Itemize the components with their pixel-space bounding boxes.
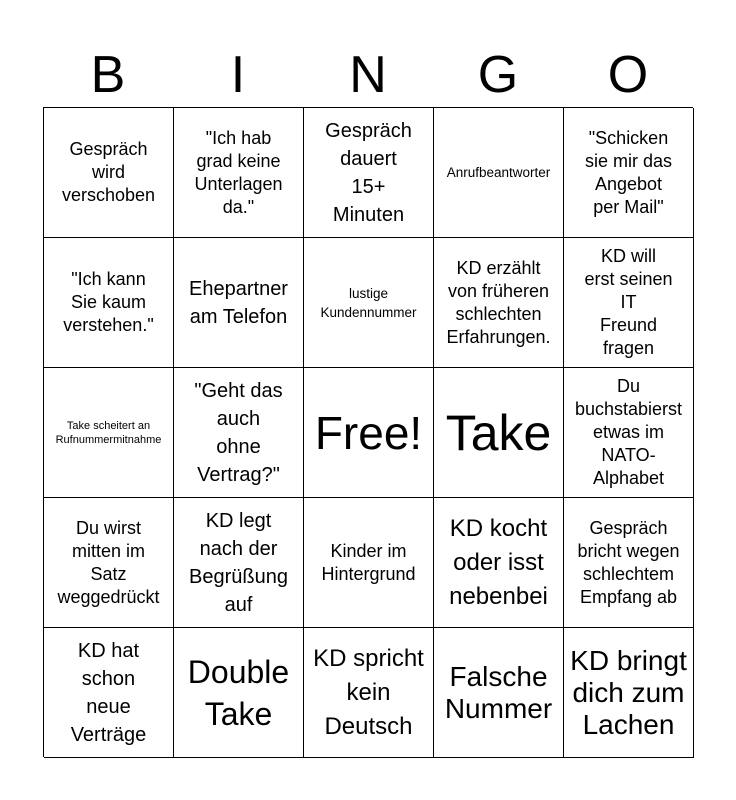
bingo-card xyxy=(43,107,693,757)
bingo-cell[interactable]: lustige Kundennummer xyxy=(304,238,434,368)
bingo-cell[interactable]: "Ich kann Sie kaum verstehen." xyxy=(44,238,174,368)
free-space-cell[interactable]: Free! xyxy=(304,368,434,498)
bingo-cell[interactable]: KD kocht oder isst nebenbei xyxy=(434,498,564,628)
header-letter-i: I xyxy=(230,46,246,104)
bingo-cell[interactable]: Gespräch dauert 15+ Minuten xyxy=(304,108,434,238)
bingo-cell[interactable]: Take xyxy=(434,368,564,498)
header-letter-o: O xyxy=(607,46,649,104)
bingo-cell[interactable]: Du wirst mitten im Satz weggedrückt xyxy=(44,498,174,628)
bingo-cell[interactable]: Double Take xyxy=(174,628,304,758)
bingo-cell[interactable]: Kinder im Hintergrund xyxy=(304,498,434,628)
bingo-cell[interactable]: KD erzählt von früheren schlechten Erfahrungen. xyxy=(434,238,564,368)
bingo-cell[interactable]: "Ich hab grad keine Unterlagen da." xyxy=(174,108,304,238)
bingo-cell[interactable]: KD spricht kein Deutsch xyxy=(304,628,434,758)
bingo-cell[interactable]: Take scheitert an Rufnummermitnahme xyxy=(44,368,174,498)
bingo-cell[interactable]: Gespräch bricht wegen schlechtem Empfang ab xyxy=(564,498,694,628)
bingo-cell[interactable]: Falsche Nummer xyxy=(434,628,564,758)
header-letter-g: G xyxy=(477,46,519,104)
header-letter-n: N xyxy=(349,46,387,104)
bingo-cell[interactable]: Gespräch wird verschoben xyxy=(44,108,174,238)
bingo-header xyxy=(43,46,693,104)
bingo-cell[interactable]: KD legt nach der Begrüßung auf xyxy=(174,498,304,628)
bingo-cell[interactable]: Anrufbeantworter xyxy=(434,108,564,238)
header-letter-b: B xyxy=(90,46,126,104)
bingo-cell[interactable]: KD bringt dich zum Lachen xyxy=(564,628,694,758)
bingo-cell[interactable]: Ehepartner am Telefon xyxy=(174,238,304,368)
bingo-cell[interactable]: KD will erst seinen IT Freund fragen xyxy=(564,238,694,368)
bingo-cell[interactable]: "Schicken sie mir das Angebot per Mail" xyxy=(564,108,694,238)
bingo-cell[interactable]: Du buchstabierst etwas im NATO- Alphabet xyxy=(564,368,694,498)
bingo-cell[interactable]: KD hat schon neue Verträge xyxy=(44,628,174,758)
bingo-cell[interactable]: "Geht das auch ohne Vertrag?" xyxy=(174,368,304,498)
